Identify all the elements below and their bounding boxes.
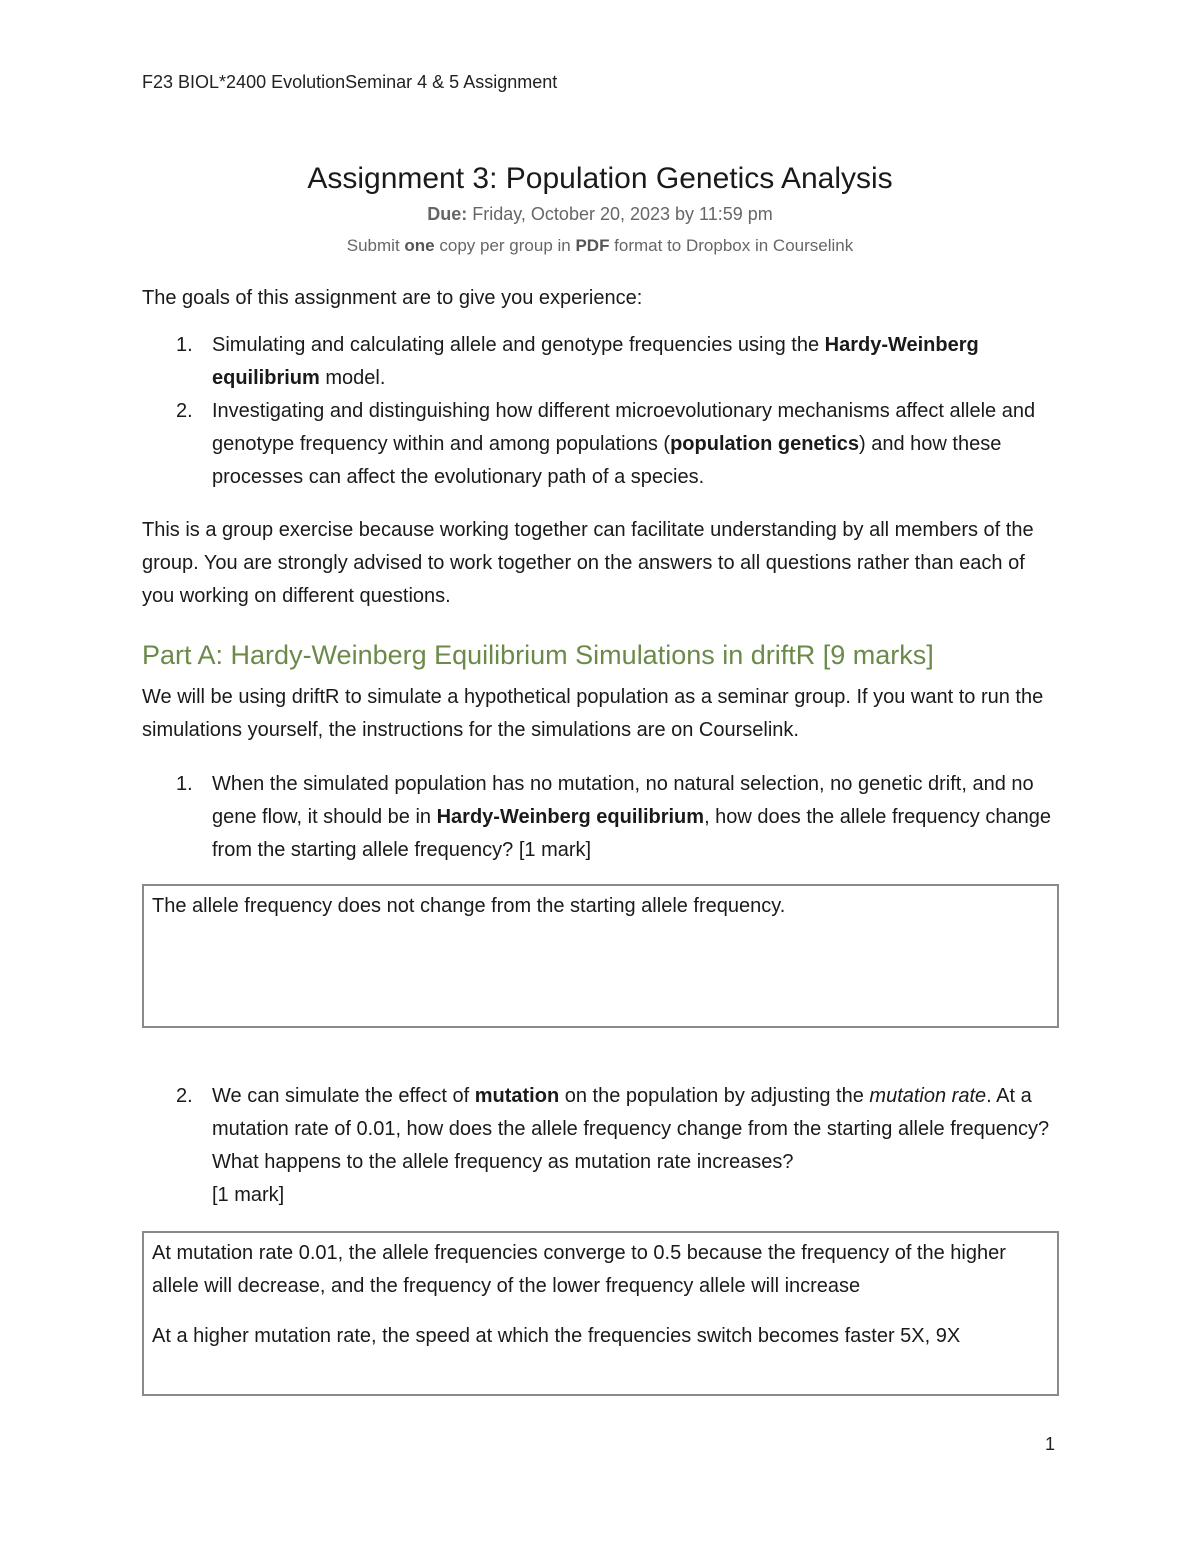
question-text: We can simulate the effect of <box>212 1085 475 1107</box>
answer-box-1[interactable] <box>142 884 1059 1028</box>
due-label: Due: <box>427 204 468 224</box>
page-title: Assignment 3: Population Genetics Analysis <box>307 162 893 195</box>
group-note: This is a group exercise because working together can facilitate understanding by all members of the group. You are strongly advised to work together on the answers to all questions rather than each of you working on different questions. <box>142 519 1034 607</box>
goal-bold: population genetics <box>670 433 859 455</box>
submit-post: format to Dropbox in Courselink <box>609 236 854 255</box>
goal-text: Investigating and distinguishing how different microevolutionary mechanisms affect allele and genotype frequency within and among populations ( <box>212 400 1036 455</box>
submit-mid: copy per group in <box>434 236 576 255</box>
answer-2-line-2: At a higher mutation rate, the speed at which the frequencies switch becomes faster 5X, 9X <box>152 1325 961 1347</box>
question-2 <box>142 1080 1062 1212</box>
answer-1-text: The allele frequency does not change from the starting allele frequency. <box>152 895 786 917</box>
goal-number: 2. <box>176 400 193 422</box>
goals-intro: The goals of this assignment are to give you experience: <box>142 287 643 309</box>
submit-pre: Submit <box>346 236 405 255</box>
due-date <box>0 204 1200 225</box>
answer-box-2[interactable] <box>142 1231 1059 1396</box>
question-1 <box>142 768 1062 867</box>
page-number: 1 <box>1045 1434 1056 1454</box>
goal-bold: Hardy-Weinberg equilibrium <box>212 334 979 389</box>
question-2-item <box>142 1080 1062 1212</box>
question-number: 2. <box>176 1085 193 1107</box>
question-text-mid: on the population by adjusting the <box>559 1085 870 1107</box>
goal-text-end: ) and how these processes can affect the evolutionary path of a species. <box>212 433 1002 488</box>
goal-number: 1. <box>176 334 193 356</box>
page-header: F23 BIOL*2400 EvolutionSeminar 4 & 5 Assignment <box>142 72 558 92</box>
goal-text-end: model. <box>319 367 386 389</box>
question-marks: [1 mark] <box>212 1184 285 1206</box>
question-text: When the simulated population has no mutation, no natural selection, no genetic drift, and no gene flow, it should be in <box>212 773 1034 828</box>
goal-item-1 <box>142 329 1062 395</box>
answer-2-line-1: At mutation rate 0.01, the allele frequencies converge to 0.5 because the frequency of the higher allele will decrease, and the frequency of the lower frequency allele will increase <box>152 1242 1006 1297</box>
question-1-item <box>142 768 1062 867</box>
part-a-heading: Part A: Hardy-Weinberg Equilibrium Simulations in driftR [9 marks] <box>142 640 934 670</box>
question-bold: mutation <box>474 1085 560 1107</box>
goal-text: Simulating and calculating allele and genotype frequencies using the <box>212 334 825 356</box>
question-text-end: , how does the allele frequency change from the starting allele frequency? [1 mark] <box>212 806 1051 861</box>
submit-instructions <box>0 236 1200 256</box>
question-bold: Hardy-Weinberg equilibrium <box>436 806 705 828</box>
question-text-end: . At a mutation rate of 0.01, how does the allele frequency change from the starting allele frequency? What happens to the allele frequency as mutation rate increases? <box>212 1085 1050 1173</box>
part-a-description: We will be using driftR to simulate a hypothetical population as a seminar group. If you want to run the simulations yourself, the instructions for the simulations are on Courselink. <box>142 686 1044 741</box>
question-number: 1. <box>176 773 193 795</box>
goal-item-2 <box>142 395 1062 494</box>
submit-pdf: PDF <box>575 236 610 255</box>
goals-list <box>142 329 1062 494</box>
submit-one: one <box>404 236 435 255</box>
due-text: Friday, October 20, 2023 by 11:59 pm <box>467 204 773 224</box>
question-italic: mutation rate <box>869 1085 987 1107</box>
